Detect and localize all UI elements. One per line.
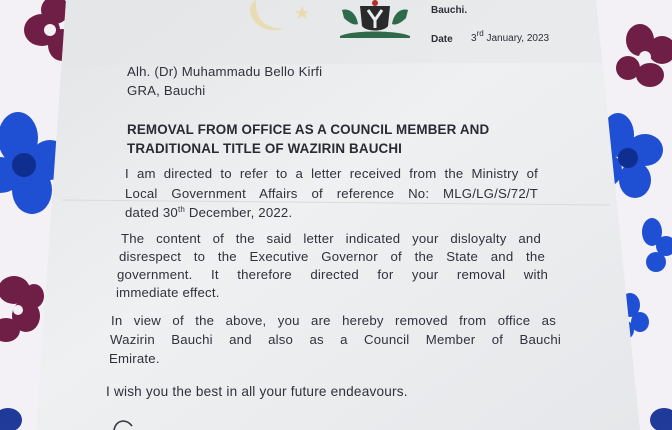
paragraph-1-line-3 bbox=[125, 205, 292, 220]
signature-mark bbox=[110, 416, 140, 430]
date-ref-post: December, 2022. bbox=[185, 205, 293, 220]
date-rest: January, 2023 bbox=[486, 33, 550, 44]
date-value bbox=[471, 29, 549, 44]
paragraph-1-line-1: I am directed to refer to a letter received from the Ministry of bbox=[125, 166, 538, 181]
subject-line-1: REMOVAL FROM OFFICE AS A COUNCIL MEMBER AND bbox=[127, 122, 490, 137]
coat-of-arms-icon bbox=[332, 0, 418, 40]
paragraph-3-line-3: Emirate. bbox=[109, 351, 160, 366]
recipient-address: GRA, Bauchi bbox=[127, 83, 206, 98]
date-day: 3 bbox=[471, 33, 477, 44]
closing-line: I wish you the best in all your future endeavours. bbox=[106, 384, 408, 399]
location-label: Bauchi. bbox=[431, 5, 468, 16]
paragraph-2-line-4: immediate effect. bbox=[116, 285, 220, 300]
paragraph-3-line-2: Wazirin Bauchi and also as a Council Member of Bauchi bbox=[110, 332, 561, 347]
paragraph-2-line-3: government. It therefore directed for your removal with bbox=[117, 267, 548, 282]
paragraph-2-line-1: The content of the said letter indicated your disloyalty and bbox=[121, 231, 541, 246]
date-ref-sup: th bbox=[177, 205, 186, 214]
crescent-icon bbox=[248, 0, 318, 36]
date-suffix: rd bbox=[476, 29, 484, 38]
paragraph-2-line-2: disrespect to the Executive Governor of the State and the bbox=[119, 249, 545, 264]
date-label: Date bbox=[431, 34, 453, 45]
paragraph-1-line-2: Local Government Affairs of reference No: MLG/LG/S/72/T bbox=[125, 186, 538, 201]
date-ref-pre: dated 30 bbox=[125, 205, 178, 220]
recipient-name: Alh. (Dr) Muhammadu Bello Kirfi bbox=[127, 64, 323, 79]
subject-line-2: TRADITIONAL TITLE OF WAZIRIN BAUCHI bbox=[127, 141, 403, 156]
paragraph-3-line-1: In view of the above, you are hereby removed from office as bbox=[111, 313, 556, 328]
